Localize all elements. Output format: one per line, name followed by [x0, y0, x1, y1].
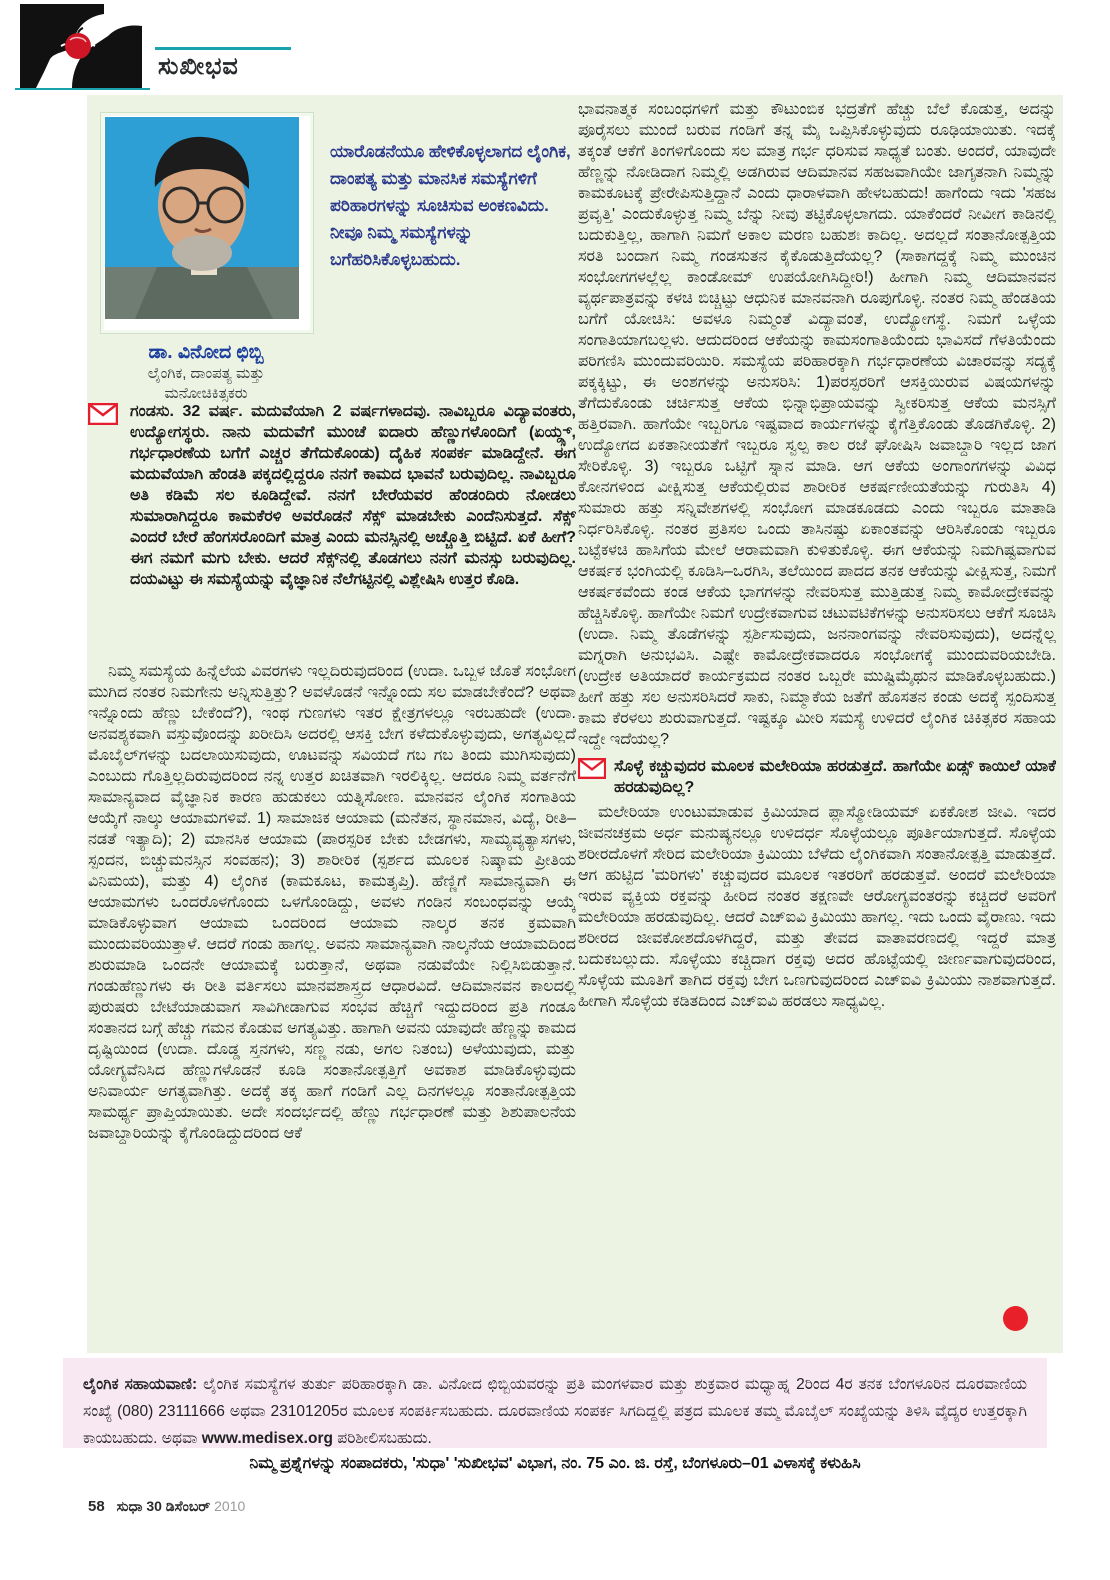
right-column [578, 99, 1056, 1353]
question-2-block [578, 756, 1056, 798]
doctor-photo [100, 112, 314, 334]
magazine-name: ಸುಧಾ [116, 1498, 143, 1514]
column-intro-note: ಯಾರೊಡನೆಯೂ ಹೇಳಿಕೊಳ್ಳಲಾಗದ ಲೈಂಗಿಕ, ದಾಂಪತ್ಯ ಮತ್ತು ಮಾನಸಿಕ ಸಮಸ್ಯೆಗಳಿಗೆ ಪರಿಹಾರಗಳನ್ನು ಸೂಚಿಸುವ ಅಂಕಣವಿದು. ನೀವೂ ನಿಮ್ಮ ಸಮಸ್ಯೆಗಳನ್ನು ಬಗೆಹರಿಸಿಕೊಳ್ಳಬಹುದು. [330, 142, 571, 269]
letter-envelope-icon [88, 403, 118, 425]
page-footer [88, 1498, 245, 1515]
website-link[interactable]: www.medisex.org [201, 1430, 333, 1447]
question-1-block [88, 401, 576, 657]
teal-rule-under-logo [15, 88, 150, 90]
helpline-label: ಲೈಂಗಿಕ ಸಹಾಯವಾಣಿ: [83, 1376, 198, 1393]
column-title: ಸುಖೀಭವ [158, 53, 239, 80]
issue-year: 2010 [214, 1498, 246, 1514]
issue-date: 30 ಡಿಸೆಂಬರ್ [146, 1498, 211, 1514]
answer-1-text-left: ನಿಮ್ಮ ಸಮಸ್ಯೆಯ ಹಿನ್ನೆಲೆಯ ವಿವರಗಳು ಇಲ್ಲದಿರುವುದರಿಂದ (ಉದಾ. ಒಬ್ಬಳ ಜೊತೆ ಸಂಭೋಗ ಮುಗಿದ ನಂತರ ನಿಮಗೇನು ಅನ್ನಿಸುತ್ತಿತ್ತು? ಅವಳೊಡನೆ ಇನ್ನೊಂದು ಸಲ ಮಾಡಬೇಕೆಂದೆ? ಅಥವಾ ಇನ್ನೊಂದು ಹೆಣ್ಣು ಬೇಕೆಂದೆ?), ಇಂಥ ಗುಣಗಳು ಇತರ ಕ್ಷೇತ್ರಗಳಲ್ಲೂ ಇರಬಹುದೇ (ಉದಾ. ಅನವಶ್ಯಕವಾಗಿ ವಸ್ತುವೊಂದನ್ನು ಖರೀದಿಸಿ ಅದರಲ್ಲಿ ಆಸಕ್ತಿ ಬೇಗ ಕಳೆದುಕೊಳ್ಳುವುದು, ಅಗತ್ಯವಿಲ್ಲದೆ ಮೊಬೈಲ್‌ಗಳನ್ನು ಬದಲಾಯಿಸುವುದು, ಊಟವನ್ನು ಸವಿಯದೆ ಗಬ ಗಬ ತಿಂದು ಮುಗಿಸುವುದು) ಎಂಬುದು ಗೊತ್ತಿಲ್ಲದಿರುವುದರಿಂದ ನನ್ನ ಉತ್ತರ ಖಚಿತವಾಗಿ ಇರಲಿಕ್ಕಿಲ್ಲ. ಆದರೂ ನಿಮ್ಮ ವರ್ತನೆಗೆ ಸಾಮಾನ್ಯವಾದ ವೈಜ್ಞಾನಿಕ ಕಾರಣ ಹುಡುಕಲು ಯತ್ನಿಸೋಣ. ಮಾನವನ ಲೈಂಗಿಕ ಸಂಗಾತಿಯ ಆಯ್ಕೆಗೆ ನಾಲ್ಕು ಆಯಾಮಗಳಿವೆ. 1) ಸಾಮಾಜಿಕ ಆಯಾಮ (ಮನೆತನ, ಸ್ಥಾನಮಾನ, ವಿದ್ಯೆ, ರೀತಿ–ನಡತೆ ಇತ್ಯಾದಿ); 2) ಮಾನಸಿಕ ಆಯಾಮ (ಪಾರಸ್ಪರಿಕ ಬೇಕು ಬೇಡಗಳು, ಸಾಮ್ಯವ್ಯತ್ಯಾಸಗಳು, ಸ್ಪಂದನ, ಬಿಚ್ಚುಮನಸ್ಸಿನ ಸಂವಹನ); 3) ಶಾರೀರಿಕ (ಸ್ಪರ್ಶದ ಮೂಲಕ ನಿಷ್ಕಾಮ ಪ್ರೀತಿಯ ವಿನಿಮಯ), ಮತ್ತು 4) ಲೈಂಗಿಕ (ಕಾಮಕೂಟ, ಕಾಮತೃಪ್ತಿ). ಹೆಣ್ಣಿಗೆ ಸಾಮಾನ್ಯವಾಗಿ ಈ ಆಯಾಮಗಳು ಒಂದರೊಳಗೊಂದು ಒಳಗೊಂಡಿದ್ದು, ಅವಳು ಗಂಡಿನ ಸಂಬಂಧವನ್ನು ಆಯ್ಕೆ ಮಾಡಿಕೊಳ್ಳುವಾಗ ಆಯಾಮ ಒಂದರಿಂದ ಆಯಾಮ ನಾಲ್ಕರ ತನಕ ಕ್ರಮವಾಗಿ ಮುಂದುವರಿಯುತ್ತಾಳೆ. ಆದರೆ ಗಂಡು ಹಾಗಲ್ಲ. ಅವನು ಸಾಮಾನ್ಯವಾಗಿ ನಾಲ್ಕನೆಯ ಆಯಾಮದಿಂದ ಶುರುಮಾಡಿ ಒಂದನೇ ಆಯಾಮಕ್ಕೆ ಬರುತ್ತಾನೆ, ಅಥವಾ ನಡುವೆಯೇ ನಿಲ್ಲಿಸಿಬಿಡುತ್ತಾನೆ. ಗಂಡುಹೆಣ್ಣುಗಳು ಈ ರೀತಿ ವರ್ತಿಸಲು ಮಾನವಶಾಸ್ತ್ರದ ಆಧಾರವಿದೆ. ಆದಿಮಾನವನ ಕಾಲದಲ್ಲಿ ಪುರುಷರು ಬೇಟೆಯಾಡುವಾಗ ಸಾವಿಗೀಡಾಗುವ ಸಂಭವ ಹೆಚ್ಚಿಗೆ ಇದ್ದುದರಿಂದ ಪ್ರತಿ ಗಂಡೂ ಸಂತಾನದ ಬಗ್ಗೆ ಹೆಚ್ಚು ಗಮನ ಕೊಡುವ ಅಗತ್ಯವಿತ್ತು. ಹಾಗಾಗಿ ಅವನು ಯಾವುದೇ ಹೆಣ್ಣನ್ನು ಕಾಮದ ದೃಷ್ಟಿಯಿಂದ (ಉದಾ. ದೊಡ್ಡ ಸ್ತನಗಳು, ಸಣ್ಣ ನಡು, ಅಗಲ ನಿತಂಬ) ಅಳೆಯುವುದು, ಮತ್ತು ಯೋಗ್ಯವೆನಿಸಿದ ಹೆಣ್ಣುಗಳೊಡನೆ ಕೂಡಿ ಸಂತಾನೋತ್ಪತ್ತಿಗೆ ಅವಕಾಶ ಮಾಡಿಕೊಳ್ಳುವುದು ಅನಿವಾರ್ಯ ಅಗತ್ಯವಾಗಿತ್ತು. ಅದಕ್ಕೆ ತಕ್ಕ ಹಾಗೆ ಗಂಡಿಗೆ ಎಲ್ಲ ದಿನಗಳಲ್ಲೂ ಸಂತಾನೋತ್ಪತ್ತಿಯ ಸಾಮರ್ಥ್ಯ ಪ್ರಾಪ್ತಿಯಾಯಿತು. ಅದೇ ಸಂದರ್ಭದಲ್ಲಿ ಹೆಣ್ಣು ಗರ್ಭಧಾರಣೆ ಮತ್ತು ಶಿಶುಪಾಲನೆಯ ಜವಾಬ್ದಾರಿಯನ್ನು ಕೈಗೊಂಡಿದ್ದುದರಿಂದ ಆಕೆ [88, 663, 576, 1142]
letter-envelope-icon [578, 758, 608, 780]
doctor-credentials: ಲೈಂಗಿಕ, ದಾಂಪತ್ಯ ಮತ್ತು ಮನೋಚಿಕಿತ್ಸಕರು [147, 365, 265, 402]
answer-1-left-column [88, 661, 576, 1353]
answer-2-text: ಮಲೇರಿಯಾ ಉಂಟುಮಾಡುವ ಕ್ರಿಮಿಯಾದ ಪ್ಲಾಸ್ಮೋಡಿಯಮ್ ಏಕಕೋಶ ಜೀವಿ. ಇದರ ಜೀವನಚಕ್ರಮ ಅರ್ಧ ಮನುಷ್ಯನಲ್ಲೂ ಉಳಿದರ್ಧ ಸೊಳ್ಳೆಯಲ್ಲೂ ಪೂರ್ತಿಯಾಗುತ್ತದೆ. ಸೊಳ್ಳೆಯ ಶರೀರದೊಳಗೆ ಸೇರಿದ ಮಲೇರಿಯಾ ಕ್ರಿಮಿಯು ಬೆಳೆದು ಲೈಂಗಿಕವಾಗಿ ಸಂತಾನೋತ್ಪತ್ತಿ ಮಾಡುತ್ತದೆ. ಆಗ ಹುಟ್ಟಿದ 'ಮರಿಗಳು' ಕಚ್ಚುವುದರ ಮೂಲಕ ಇತರರಿಗೆ ಹರಡುತ್ತವೆ. ಅಂದರೆ ಮಲೇರಿಯಾ ಇರುವ ವ್ಯಕ್ತಿಯ ರಕ್ತವನ್ನು ಹೀರಿದ ನಂತರ ತಕ್ಷಣವೇ ಆರೋಗ್ಯವಂತರನ್ನು ಕಚ್ಚಿದರೆ ಅವರಿಗೆ ಮಲೇರಿಯಾ ಹರಡುವುದಿಲ್ಲ. ಆದರೆ ಎಚ್‌ಐವಿ ಕ್ರಿಮಿಯು ಹಾಗಲ್ಲ. ಇದು ಒಂದು ವೈರಾಣು. ಇದು ಶರೀರದ ಜೀವಕೋಶದೊಳಗಿದ್ದರೆ, ಮತ್ತು ತೇವದ ವಾತಾವರಣದಲ್ಲಿ ಇದ್ದರೆ ಮಾತ್ರ ಬದುಕಬಲ್ಲುದು. ಸೊಳ್ಳೆಯು ಕಚ್ಚಿದಾಗ ರಕ್ತವು ಅದರ ಹೊಟ್ಟೆಯಲ್ಲಿ ಜೀರ್ಣವಾಗುವುದರಿಂದ, ಸೊಳ್ಳೆಯ ಮೂತಿಗೆ ತಾಗಿದ ರಕ್ತವು ಬೇಗ ಒಣಗುವುದರಿಂದ ಎಚ್‌ಐವಿ ಕ್ರಿಮಿಯು ನಾಶವಾಗುತ್ತದೆ. ಹೀಗಾಗಿ ಸೊಳ್ಳೆಯ ಕಡಿತದಿಂದ ಎಚ್‌ಐವಿ ಹರಡಲು ಸಾಧ್ಯವಿಲ್ಲ. [578, 804, 1056, 1010]
magazine-logo [20, 4, 142, 88]
page-number: 58 [88, 1498, 105, 1515]
answer-1-text-right: ಭಾವನಾತ್ಮಕ ಸಂಬಂಧಗಳಿಗೆ ಮತ್ತು ಕೌಟುಂಬಿಕ ಭದ್ರತೆಗೆ ಹೆಚ್ಚು ಬೆಲೆ ಕೊಡುತ್ತ, ಅದನ್ನು ಪೂರೈಸಲು ಮುಂದೆ ಬರುವ ಗಂಡಿಗೆ ತನ್ನ ಮೈ ಒಪ್ಪಿಸಿಕೊಳ್ಳುವುದು ರೂಢಿಯಾಯಿತು. ಇದಕ್ಕೆ ತಕ್ಕಂತೆ ಆಕೆಗೆ ತಿಂಗಳಿಗೊಂದು ಸಲ ಮಾತ್ರ ಗರ್ಭ ಧರಿಸುವ ಸಾಧ್ಯತೆ ಬಂತು. ಅಂದರೆ, ಯಾವುದೇ ಹೆಣ್ಣನ್ನು ನೋಡಿದಾಗ ನಿಮ್ಮಲ್ಲಿ ಅಡಗಿರುವ ಆದಿಮಾನವ ಸಹಜವಾಗಿಯೇ ಜಾಗೃತನಾಗಿ ನಿಮ್ಮನ್ನು ಕಾಮಕೂಟಕ್ಕೆ ಪ್ರೇರೇಪಿಸುತ್ತಿದ್ದಾನೆ ಎಂದು ಧಾರಾಳವಾಗಿ ಹೇಳಬಹುದು! ಹಾಗೆಂದು ಇದು 'ಸಹಜ ಪ್ರವೃತ್ತಿ' ಎಂದುಕೊಳ್ಳುತ್ತ ನಿಮ್ಮ ಬೆನ್ನು ನೀವು ತಟ್ಟಿಕೊಳ್ಳಲಾಗದು. ಯಾಕೆಂದರೆ ನೀವೀಗ ಕಾಡಿನಲ್ಲಿ ಬದುಕುತ್ತಿಲ್ಲ, ಹಾಗಾಗಿ ನಿಮಗೆ ಅಕಾಲ ಮರಣ ಬಹುಶಃ ಕಾದಿಲ್ಲ. ಅದಲ್ಲದೆ ಸಂತಾನೋತ್ಪತ್ತಿಯ ಸರತಿ ಬಂದಾಗ ನಿಮ್ಮ ಗಂಡಸುತನ ಕೈಕೊಡುತ್ತಿದೆಯಲ್ಲ? (ಸಾಕಾಗದ್ದಕ್ಕೆ ನಿಮ್ಮ ಮುಂಚಿನ ಸಂಭೋಗಗಳಲ್ಲೆಲ್ಲ ಕಾಂಡೋಮ್ ಉಪಯೋಗಿಸಿದ್ದೀರಿ!) ಹೀಗಾಗಿ ನಿಮ್ಮ ಆದಿಮಾನವನ ವ್ಯರ್ಥಪಾತ್ರವನ್ನು ಕಳಚಿ ಬಿಚ್ಚಿಟ್ಟು ಆಧುನಿಕ ಮಾನವನಾಗಿ ರೂಪುಗೊಳ್ಳಿ. ನಂತರ ನಿಮ್ಮ ಹೆಂಡತಿಯ ಬಗೆಗೆ ಯೋಚಿಸಿ: ಅವಳೂ ನಿಮ್ಮಂತೆ ವಿದ್ಯಾವಂತೆ, ಉದ್ಯೋಗಸ್ಥೆ. ನಿಮಗೆ ಒಳ್ಳೆಯ ಸಂಗಾತಿಯಾಗಬಲ್ಲಳು. ಆದುದರಿಂದ ಆಕೆಯನ್ನು ಕಾಮಸಂಗಾತಿಯೆಂದು ಭಾವಿಸದೆ ಗೆಳತಿಯೆಂದು ಪರಿಗಣಿಸಿ ಮುಂದುವರಿಯಿರಿ. ಸಮಸ್ಯೆಯ ಪರಿಹಾರಕ್ಕಾಗಿ ಗರ್ಭಧಾರಣೆಯ ವಿಚಾರವನ್ನು ಸದ್ಯಕ್ಕೆ ಪಕ್ಕಕ್ಕಿಟ್ಟು, ಈ ಅಂಶಗಳನ್ನು ಅನುಸರಿಸಿ: 1)ಪರಸ್ಪರರಿಗೆ ಆಸಕ್ತಿಯಿರುವ ವಿಷಯಗಳನ್ನು ತೆಗೆದುಕೊಂಡು ಚರ್ಚಿಸುತ್ತ ಆಕೆಯ ಭಿನ್ನಾಭಿಪ್ರಾಯವನ್ನು ಸ್ವೀಕರಿಸುತ್ತ ಆಕೆಯ ಮನಸ್ಸಿಗೆ ಹತ್ತಿರವಾಗಿ. ಹಾಗೆಯೇ ಇಬ್ಬರಿಗೂ ಇಷ್ಟವಾದ ಕಾರ್ಯಗಳನ್ನು ಕೈಗೆತ್ತಿಕೊಂಡು ತೊಡಗಿಕೊಳ್ಳಿ. 2) ಉದ್ಯೋಗದ ಏಕತಾನೀಯತೆಗೆ ಇಬ್ಬರೂ ಸ್ವಲ್ಪ ಕಾಲ ರಜೆ ಘೋಷಿಸಿ ಜವಾಬ್ದಾರಿ ಇಲ್ಲದ ಜಾಗ ಸೇರಿಕೊಳ್ಳಿ. 3) ಇಬ್ಬರೂ ಒಟ್ಟಿಗೆ ಸ್ನಾನ ಮಾಡಿ. ಆಗ ಆಕೆಯ ಅಂಗಾಂಗಗಳನ್ನು ವಿವಿಧ ಕೋನಗಳಿಂದ ವೀಕ್ಷಿಸುತ್ತ ಆಕೆಯಲ್ಲಿರುವ ಶಾರೀರಿಕ ಆಕರ್ಷಣೀಯತೆಯನ್ನು ಗುರುತಿಸಿ 4) ಸುಮಾರು ಹತ್ತು ಸನ್ನಿವೇಶಗಳಲ್ಲಿ ಸಂಭೋಗ ಮಾಡಕೂಡದು ಎಂದು ಇಬ್ಬರೂ ಮಾತಾಡಿ ನಿರ್ಧರಿಸಿಕೊಳ್ಳಿ. ನಂತರ ಪ್ರತಿಸಲ ಒಂದು ತಾಸಿನಷ್ಟು ಏಕಾಂತವನ್ನು ಆರಿಸಿಕೊಂಡು ಇಬ್ಬರೂ ಬಟ್ಟೆಕಳಚಿ ಹಾಸಿಗೆಯ ಮೇಲೆ ಆರಾಮವಾಗಿ ಕುಳಿತುಕೊಳ್ಳಿ. ಈಗ ಆಕೆಯನ್ನು ನಿಮಗಿಷ್ಟವಾಗುವ ಆಕರ್ಷಕ ಭಂಗಿಯಲ್ಲಿ ಕೂಡಿಸಿ–ಒರಗಿಸಿ, ತಲೆಯಿಂದ ಪಾದದ ತನಕ ಆಕೆಯನ್ನು ವೀಕ್ಷಿಸುತ್ತ, ನಿಮಗೆ ಆಕರ್ಷಕವೆಂದು ಕಂಡ ಆಕೆಯ ಭಾಗಗಳನ್ನು ನೇವರಿಸುತ್ತ ಮುತ್ತಿಡುತ್ತ ನಿಮ್ಮ ಕಾಮೋದ್ರೇಕವನ್ನು ಹೆಚ್ಚಿಸಿಕೊಳ್ಳಿ. ಹಾಗೆಯೇ ನಿಮಗೆ ಉದ್ರೇಕವಾಗುವ ಚಟುವಟಿಕೆಗಳನ್ನು ಅನುಸರಿಸಲು ಆಕೆಗೆ ಸೂಚಿಸಿ (ಉದಾ. ನಿಮ್ಮ ತೊಡೆಗಳನ್ನು ಸ್ಪರ್ಶಿಸುವುದು, ಜನನಾಂಗವನ್ನು ನೇವರಿಸುವುದು), ಅದನ್ನೆಲ್ಲ ಮಗ್ನರಾಗಿ ಅನುಭವಿಸಿ. ಎಷ್ಟೇ ಕಾಮೋದ್ರೇಕವಾದರೂ ಸಂಭೋಗಕ್ಕೆ ಮುಂದುವರಿಯಬೇಡಿ. (ಉದ್ರೇಕ ಅತಿಯಾದರೆ ಕಾರ್ಯಕ್ರಮದ ನಂತರ ಒಬ್ಬರೇ ಮುಷ್ಟಿಮೈಥುನ ಮಾಡಿಕೊಳ್ಳಬಹುದು.) ಹೀಗೆ ಹತ್ತು ಸಲ ಅನುಸರಿಸಿದರೆ ಸಾಕು, ನಿಮ್ಮಾಕೆಯ ಜತೆಗೆ ಹೊಸತನ ಕಂಡು ಅದಕ್ಕೆ ಸ್ಪಂದಿಸುತ್ತ ಕಾಮ ಕೆರಳಲು ಶುರುವಾಗುತ್ತದೆ. ಇಷ್ಟಕ್ಕೂ ಮೀರಿ ಸಮಸ್ಯೆ ಉಳಿದರೆ ಲೈಂಗಿಕ ಚಿಕಿತ್ಸಕರ ಸಹಾಯ ಇದ್ದೇ ಇದೆಯಲ್ಲ? [578, 101, 1056, 748]
doctor-profile-card [100, 112, 312, 404]
teal-rule-over-title [155, 47, 291, 50]
doctor-name: ಡಾ. ವಿನೋದ ಛಿಬ್ಬಿ [148, 342, 264, 363]
end-of-article-dot [1003, 1306, 1028, 1331]
helpline-text: ಲೈಂಗಿಕ ಸಮಸ್ಯೆಗಳ ತುರ್ತು ಪರಿಹಾರಕ್ಕಾಗಿ ಡಾ. ವಿನೋದ ಛಿಬ್ಬಿಯವರನ್ನು ಪ್ರತಿ ಮಂಗಳವಾರ ಮತ್ತು ಶುಕ್ರವಾರ ಮಧ್ಯಾಹ್ನ 2ರಿಂದ 4ರ ತನಕ ಬೆಂಗಳೂರಿನ ದೂರವಾಣಿಯ ಸಂಖ್ಯೆ (080) 23111666 ಅಥವಾ 23101205ರ ಮೂಲಕ ಸಂಪರ್ಕಿಸಬಹುದು. ದೂರವಾಣಿಯ ಸಂಪರ್ಕ ಸಿಗದಿದ್ದಲ್ಲಿ ಪತ್ರದ ಮೂಲಕ ತಮ್ಮ ಮೊಬೈಲ್ ಸಂಖ್ಯೆಯನ್ನು ತಿಳಿಸಿ ವೈದ್ಯರ ಉತ್ತರಕ್ಕಾಗಿ ಕಾಯಬಹುದು. ಅಥವಾ [83, 1376, 1028, 1447]
question-1-text: ಗಂಡಸು. 32 ವರ್ಷ. ಮದುವೆಯಾಗಿ 2 ವರ್ಷಗಳಾದವು. ನಾವಿಬ್ಬರೂ ವಿದ್ಯಾವಂತರು, ಉದ್ಯೋಗಸ್ಥರು. ನಾನು ಮದುವೆಗೆ ಮುಂಚೆ ಐದಾರು ಹೆಣ್ಣುಗಳೊಂದಿಗೆ (ಏಯ್ಡ್ಸ್, ಗರ್ಭಧಾರಣೆಯ ಬಗೆಗೆ ಎಚ್ಚರ ತೆಗೆದುಕೊಂಡು) ದೈಹಿಕ ಸಂಪರ್ಕ ಮಾಡಿದ್ದೇನೆ. ಈಗ ಮದುವೆಯಾಗಿ ಹೆಂಡತಿ ಪಕ್ಕದಲ್ಲಿದ್ದರೂ ನನಗೆ ಕಾಮದ ಭಾವನೆ ಬರುವುದಿಲ್ಲ. ನಾವಿಬ್ಬರೂ ಅತಿ ಕಡಿಮೆ ಸಲ ಕೂಡಿದ್ದೇವೆ. ನನಗೆ ಬೇರೆಯವರ ಹೆಂಡಂದಿರು ನೋಡಲು ಸುಮಾರಾಗಿದ್ದರೂ ಕಾಮಕೆರಳಿ ಅವರೊಡನೆ ಸೆಕ್ಸ್ ಮಾಡಬೇಕು ಎಂದೆನಿಸುತ್ತದೆ. ಸೆಕ್ಸ್ ಎಂದರೆ ಬೇರೆ ಹೆಂಗಸರೊಂದಿಗೆ ಮಾತ್ರ ಎಂದು ಮನಸ್ಸಿನಲ್ಲಿ ಅಚ್ಚೊತ್ತಿ ಬಿಟ್ಟಿದೆ. ಏಕೆ ಹೀಗೆ? ಈಗ ನಮಗೆ ಮಗು ಬೇಕು. ಆದರೆ ಸೆಕ್ಸ್‌ನಲ್ಲಿ ತೊಡಗಲು ನನಗೆ ಮನಸ್ಸು ಬರುವುದಿಲ್ಲ. ದಯವಿಟ್ಟು ಈ ಸಮಸ್ಯೆಯನ್ನು ವೈಜ್ಞಾನಿಕ ನೆಲೆಗಟ್ಟಿನಲ್ಲಿ ವಿಶ್ಲೇಷಿಸಿ ಉತ್ತರ ಕೊಡಿ. [130, 403, 576, 588]
helpline-strip [63, 1358, 1047, 1448]
helpline-text-tail: ಪರಿಶೀಲಿಸಬಹುದು. [332, 1430, 432, 1447]
mailing-address: ನಿಮ್ಮ ಪ್ರಶ್ನೆಗಳನ್ನು ಸಂಪಾದಕರು, 'ಸುಧಾ' 'ಸುಖೀಭವ' ವಿಭಾಗ, ನಂ. 75 ಎಂ. ಜಿ. ರಸ್ತೆ, ಬೆಂಗಳೂರು–01 ವಿಳಾಸಕ್ಕೆ ಕಳುಹಿಸಿ [249, 1455, 861, 1472]
question-2-text: ಸೊಳ್ಳೆ ಕಚ್ಚುವುದರ ಮೂಲಕ ಮಲೇರಿಯಾ ಹರಡುತ್ತದೆ. ಹಾಗೆಯೇ ಏಡ್ಸ್ ಕಾಯಿಲೆ ಯಾಕೆ ಹರಡುವುದಿಲ್ಲ? [614, 758, 1056, 796]
